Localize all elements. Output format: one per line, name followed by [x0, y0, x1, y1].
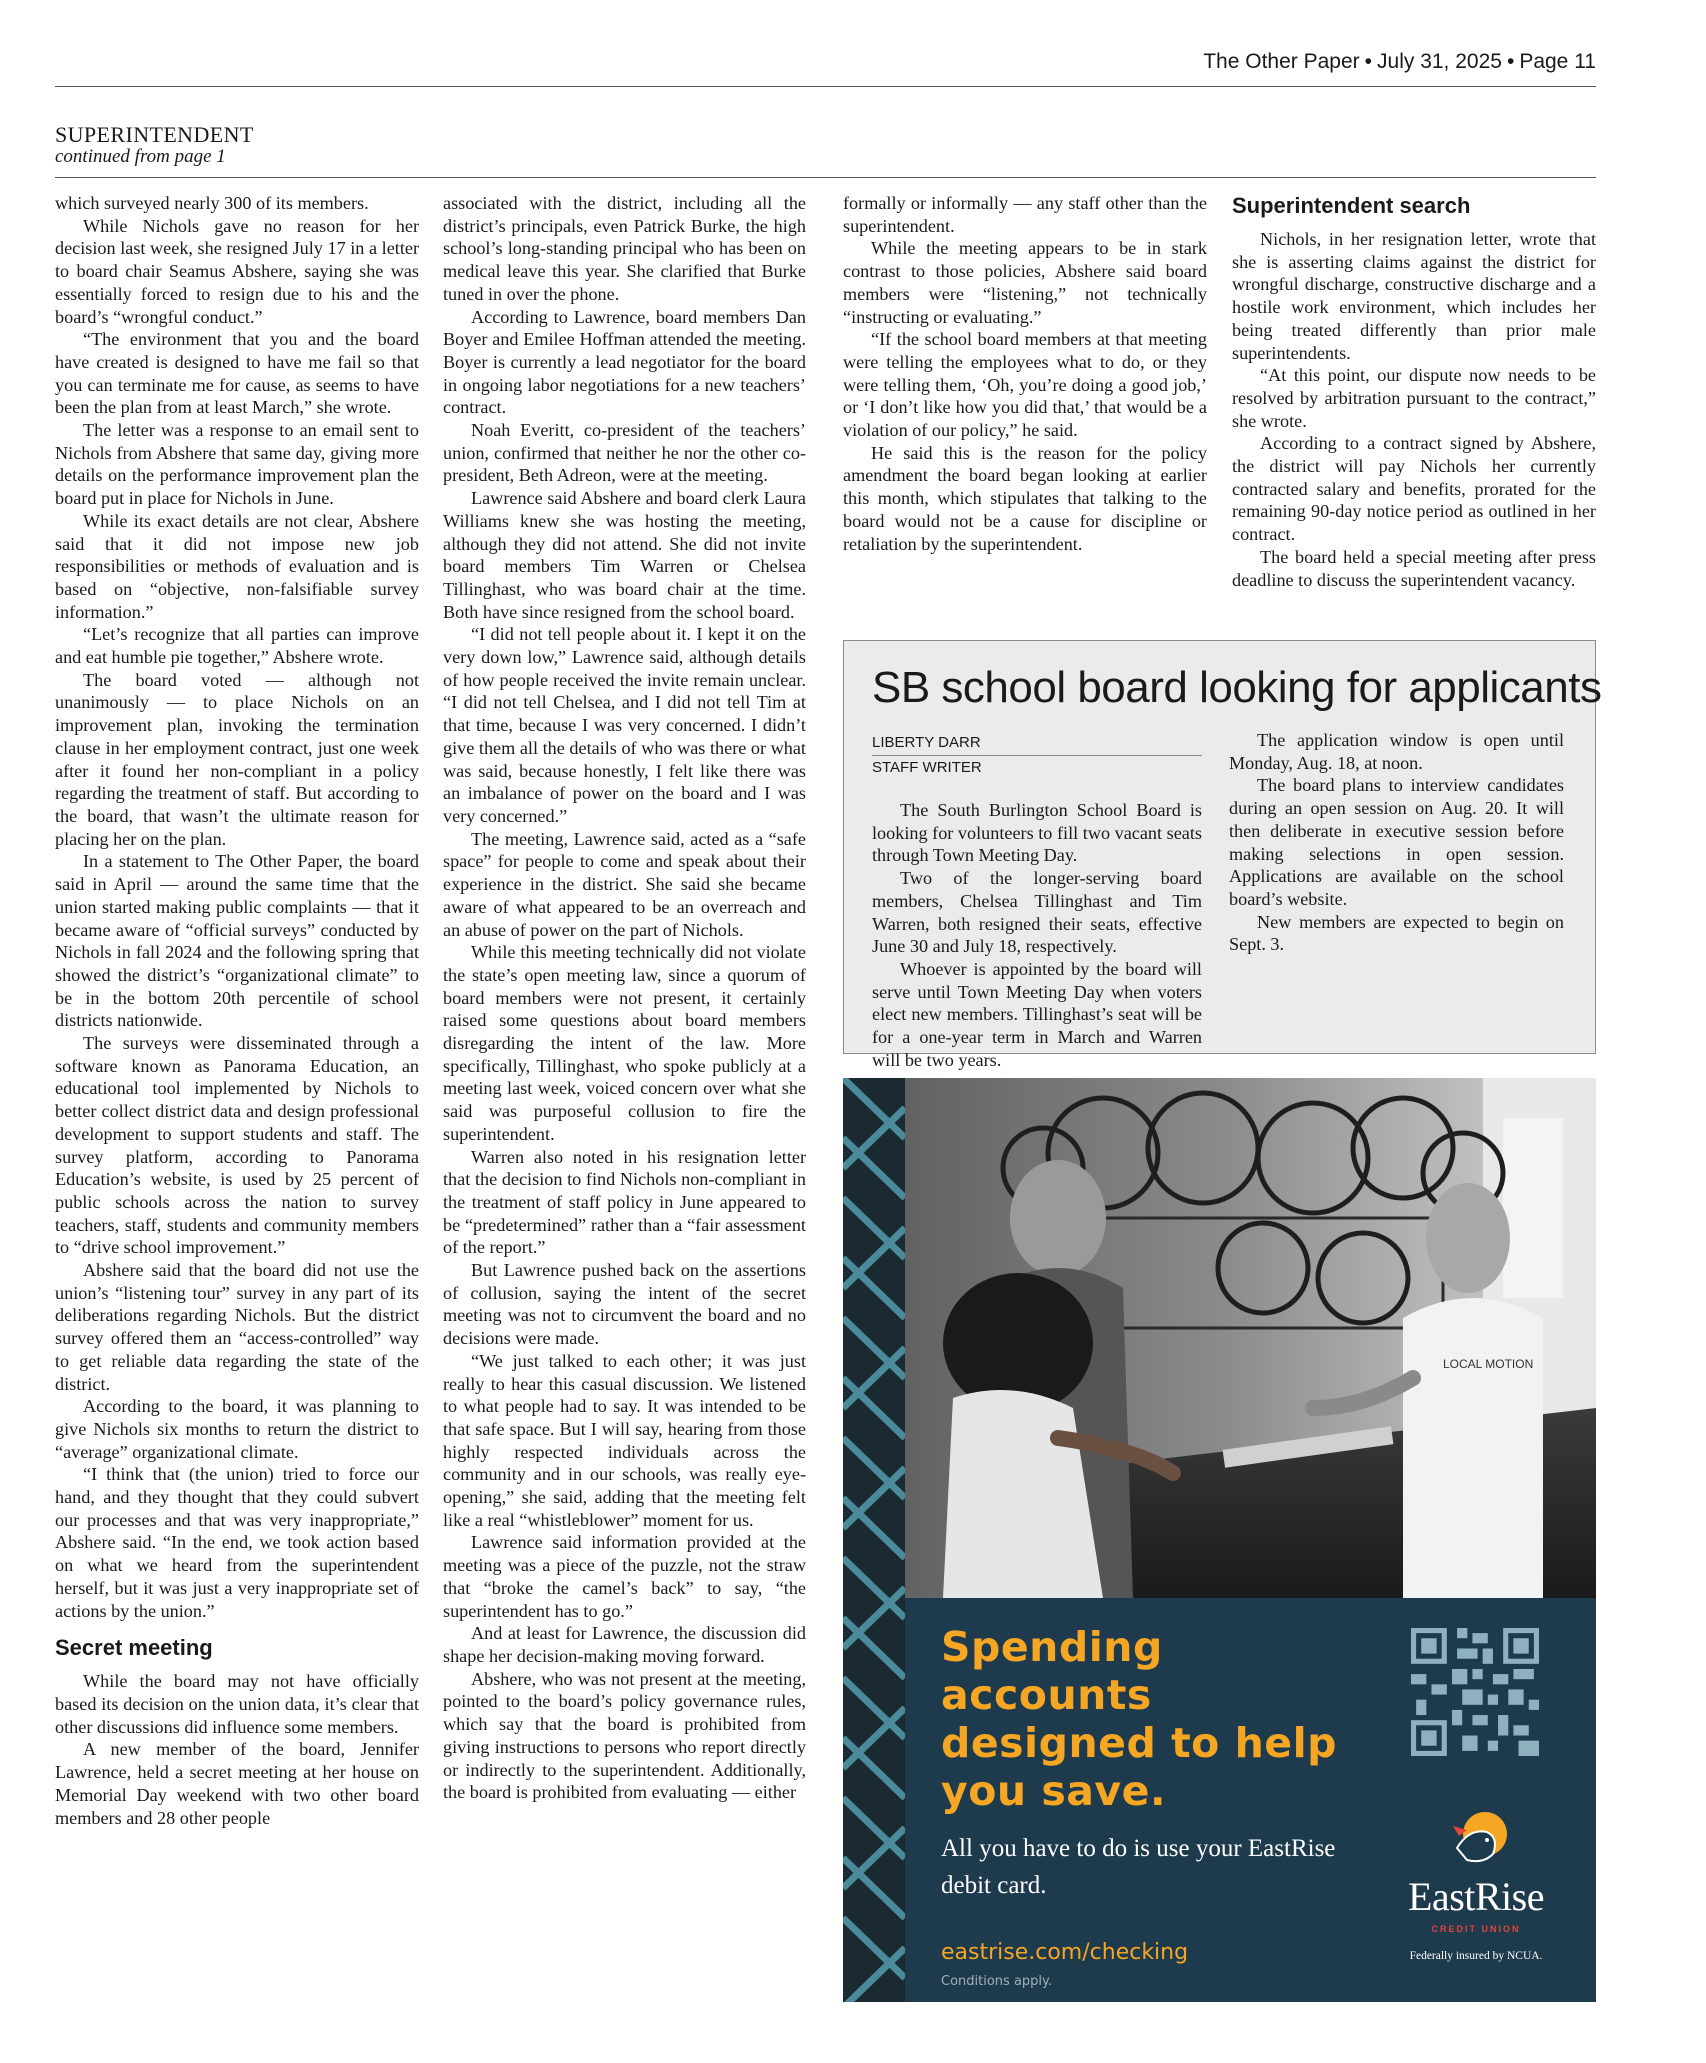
paragraph: While this meeting technically did not violate the state’s open meeting law, since a quorum of board members were not present, it certainly raised some questions about board members disregarding the intent of the law. More specifically, Tillinghast, who spoke publicly at a meeting last week, voiced concern over what she said was purposeful collusion to fire the superintendent.: [443, 942, 806, 1144]
paragraph: Two of the longer-serving board members, Chelsea Tillinghast and Tim Warren, both resigned their seats, effective June 30 and July 18, respectively.: [872, 868, 1202, 957]
paragraph: Lawrence said Abshere and board clerk Laura Williams knew she was hosting the meeting, although they did not attend. She did not invite board members Tim Warren or Chelsea Tillinghast, who was board chair at the time. Both have since resigned from the school board.: [443, 488, 806, 622]
paragraph: The board plans to interview candidates during an open session on Aug. 20. It will then deliberate in executive session before making selections in open session. Applications are available on the school board’s website.: [1229, 775, 1564, 909]
subhead-secret-meeting: Secret meeting: [55, 1635, 213, 1661]
paragraph: The board voted — although not unanimously — to place Nichols on an improvement plan, invoking the termination clause in her employment contract, just one week after it found her non-compliant in a policy regarding the treatment of staff. But according to the board, that wasn’t the ultimate reason for placing her on the plan.: [55, 669, 419, 849]
paragraph: While the meeting appears to be in stark contrast to those policies, Abshere said board members were “listening,” not technically “instructing or evaluating.”: [843, 238, 1207, 327]
ad-headline: Spending accounts designed to help you save.: [941, 1623, 1338, 1815]
paragraph: And at least for Lawrence, the discussion did shape her decision-making moving forward.: [443, 1623, 806, 1666]
eastrise-advertisement[interactable]: [843, 1078, 1596, 2002]
paragraph: Lawrence said information provided at the meeting was a piece of the puzzle, not the straw that “broke the camel’s back” to say, “the superintendent has to go.”: [443, 1532, 806, 1621]
paragraph: But Lawrence pushed back on the assertions of collusion, saying the intent of the secret meeting was not to circumvent the board and no decisions were made.: [443, 1260, 806, 1349]
publication-name: The Other Paper: [1203, 50, 1360, 73]
byline-role: STAFF WRITER: [872, 759, 982, 776]
paragraph: New members are expected to begin on Sept. 3.: [1229, 911, 1564, 955]
paragraph: Noah Everitt, co-president of the teachers’ union, confirmed that neither he nor the other co-president, Beth Adreon, were at the meeting.: [443, 420, 806, 486]
paragraph: “I did not tell people about it. I kept it on the very down low,” Lawrence said, although details of how people received the invite remain unclear. “I did not tell Chelsea, and I did not tell Tim at that time, because I was very concerned. I didn’t give them all the details of who was there or what was said, because honestly, I felt like there was an imbalance of power on the board and I was very concerned.”: [443, 624, 806, 826]
page-folio: [1203, 50, 1596, 74]
article-column-1: [55, 192, 419, 1829]
paragraph: The letter was a response to an email sent to Nichols from Abshere that same day, giving more details on the performance improvement plan the board put in place for Nichols in June.: [55, 420, 419, 509]
paragraph: A new member of the board, Jennifer Lawrence, held a secret meeting at her house on Memorial Day weekend with two other board members and 28 other people: [55, 1739, 419, 1828]
paragraph: The meeting, Lawrence said, acted as a “safe space” for people to come and speak about their experience in the district. She said she became aware of what appeared to be an overreach and an abuse of power on the part of Nichols.: [443, 828, 806, 940]
paragraph: Warren also noted in his resignation letter that the decision to find Nichols non-compliant in the treatment of staff policy in June appeared to be “predetermined” rather than a “fair assessment of the report.”: [443, 1146, 806, 1258]
subhead-superintendent-search: Superintendent search: [1232, 193, 1471, 218]
paragraph: While the board may not have officially based its decision on the union data, it’s clear that other discussions did influence some members.: [55, 1671, 419, 1737]
paragraph: While its exact details are not clear, Abshere said that it did not impose new job responsibilities or methods of evaluation and is based on “objective, non-falsifiable survey information.”: [55, 510, 419, 622]
paragraph: “Let’s recognize that all parties can improve and eat humble pie together,” Abshere wrote.: [55, 624, 419, 668]
paragraph: The application window is open until Monday, Aug. 18, at noon.: [1229, 730, 1564, 773]
article-column-4: [1232, 192, 1596, 591]
qr-code-icon[interactable]: [1411, 1628, 1539, 1756]
paragraph: Abshere, who was not present at the meeting, pointed to the board’s policy governance rules, which say that the board is prohibited from giving instructions to persons who report directly or indirectly to the superintendent. Additionally, the board is prohibited from evaluating — either: [443, 1668, 806, 1803]
paragraph: “At this point, our dispute now needs to be resolved by arbitration pursuant to the contract,” she wrote.: [1232, 365, 1596, 431]
jump-title: SUPERINTENDENT: [55, 122, 254, 147]
shirt-print: LOCAL MOTION: [1443, 1357, 1534, 1371]
byline-author: LIBERTY DARR: [872, 731, 1202, 756]
paragraph: According to a contract signed by Abshere, the district will pay Nichols her currently contracted salary and benefits, prorated for the remaining 90-day notice period as outlined in her contract.: [1232, 433, 1596, 545]
paragraph: The board held a special meeting after press deadline to discuss the superintendent vacancy.: [1232, 546, 1596, 590]
eastrise-wordmark: EastRise: [1408, 1874, 1544, 1919]
decorative-pattern-stripe: [843, 1078, 905, 2002]
paragraph: Abshere said that the board did not use the union’s “listening tour” survey in any part of its deliberations regarding Nichols. But the district survey offered them an “access-controlled” way to get reliable data regarding the state of the district.: [55, 1260, 419, 1394]
article-column-2: [443, 192, 806, 1804]
paragraph: Nichols, in her resignation letter, wrote that she is asserting claims against the district for wrongful discharge, constructive discharge and a hostile work environment, which includes her being treated differently than prior male superintendents.: [1232, 229, 1596, 363]
ad-url-link[interactable]: eastrise.com/checking: [941, 1940, 1189, 1965]
paragraph: associated with the district, including all the district’s principals, even Patrick Burke, the high school’s long-standing principal who has been on medical leave this year. She clarified that Burke tuned in over the phone.: [443, 193, 806, 304]
sidebar-box: [843, 640, 1602, 1070]
sidebar-column-2: [1229, 729, 1564, 956]
paragraph: While Nichols gave no reason for her decision last week, she resigned July 17 in a letter to board chair Seamus Abshere, saying she was essentially forced to resign due to his and the board’s “wrongful conduct.”: [55, 215, 419, 327]
sidebar-headline: SB school board looking for applicants: [872, 663, 1602, 712]
bird-logo-icon: [1449, 1808, 1509, 1870]
paragraph: According to the board, it was planning to give Nichols six months to return the district to “average” organizational climate.: [55, 1396, 419, 1462]
folio-separator: •: [1364, 50, 1373, 73]
sidebar-column-1: [872, 799, 1202, 1071]
folio-separator: •: [1506, 50, 1515, 73]
paragraph: “If the school board members at that meeting were telling the employees what to do, or they were telling them, ‘Oh, you’re doing a good job,’ or ‘I don’t like how you did that,’ that would be a violation of our policy,” he said.: [843, 329, 1207, 441]
bike-shop-photo: [843, 1078, 1596, 1598]
article-column-3: [843, 192, 1207, 555]
paragraph: “I think that (the union) tried to force our hand, and they thought that they could subvert our processes and that was very inappropriate,” Abshere said. “In the end, we took action based on what we heard from the superintendent herself, but it was just a very inappropriate set of actions by the union.”: [55, 1464, 419, 1621]
page-number: Page 11: [1519, 50, 1596, 73]
paragraph: “The environment that you and the board have created is designed to have me fail so that you can terminate me for cause, as seems to have been the plan from at least March,” she wrote.: [55, 329, 419, 418]
paragraph: The surveys were disseminated through a software known as Panorama Education, an educational tool implemented by Nichols to better collect district data and design professional development to support students and staff. The survey platform, according to Panorama Education’s website, is used by 25 percent of public schools across the nation to survey teachers, staff, students and community members to “drive school improvement.”: [55, 1033, 419, 1258]
ncua-disclaimer: Federally insured by NCUA.: [1409, 1950, 1543, 1962]
paragraph: Whoever is appointed by the board will serve until Town Meeting Day when voters elect new members. Tillinghast’s seat will be for a one-year term in March and Warren will be two years.: [872, 958, 1202, 1070]
header-rule: [55, 86, 1596, 87]
paragraph: “We just talked to each other; it was just really to hear this casual discussion. We listened to what people had to say. It was intended to be that safe space. But I will say, hearing from those highly respected individuals across the community and in our schools, was really eye-opening,” she said, adding that the meeting felt like a real “whistleblower” moment for us.: [443, 1350, 806, 1530]
paragraph: which surveyed nearly 300 of its members.: [55, 193, 369, 213]
paragraph: He said this is the reason for the policy amendment the board began looking at earlier this month, which stipulates that talking to the board would not be a cause for discipline or retaliation by the superintendent.: [843, 442, 1207, 554]
ad-subline: All you have to do is use your EastRise debit card.: [941, 1835, 1336, 1899]
jump-subtitle: continued from page 1: [55, 146, 226, 167]
paragraph: The South Burlington School Board is looking for volunteers to fill two vacant seats through Town Meeting Day.: [872, 800, 1202, 866]
ad-conditions: Conditions apply.: [941, 1974, 1052, 1989]
jump-head: [55, 122, 254, 168]
paragraph: In a statement to The Other Paper, the board said in April — around the same time that the union started making public complaints — that it became aware of “official surveys” conducted by Nichols in fall 2024 and the following spring that showed the district’s “organizational climate” to be in the bottom 20th percentile of school districts nationwide.: [55, 851, 419, 1031]
credit-union-label: CREDIT UNION: [1431, 1924, 1521, 1934]
paragraph: According to Lawrence, board members Dan Boyer and Emilee Hoffman attended the meeting. Boyer is currently a lead negotiator for the board in ongoing labor negotiations for a new teachers’ contract.: [443, 306, 806, 418]
issue-date: July 31, 2025: [1377, 50, 1502, 73]
byline: [872, 731, 1202, 780]
paragraph: formally or informally — any staff other than the superintendent.: [843, 193, 1207, 236]
jump-rule: [55, 177, 1596, 178]
